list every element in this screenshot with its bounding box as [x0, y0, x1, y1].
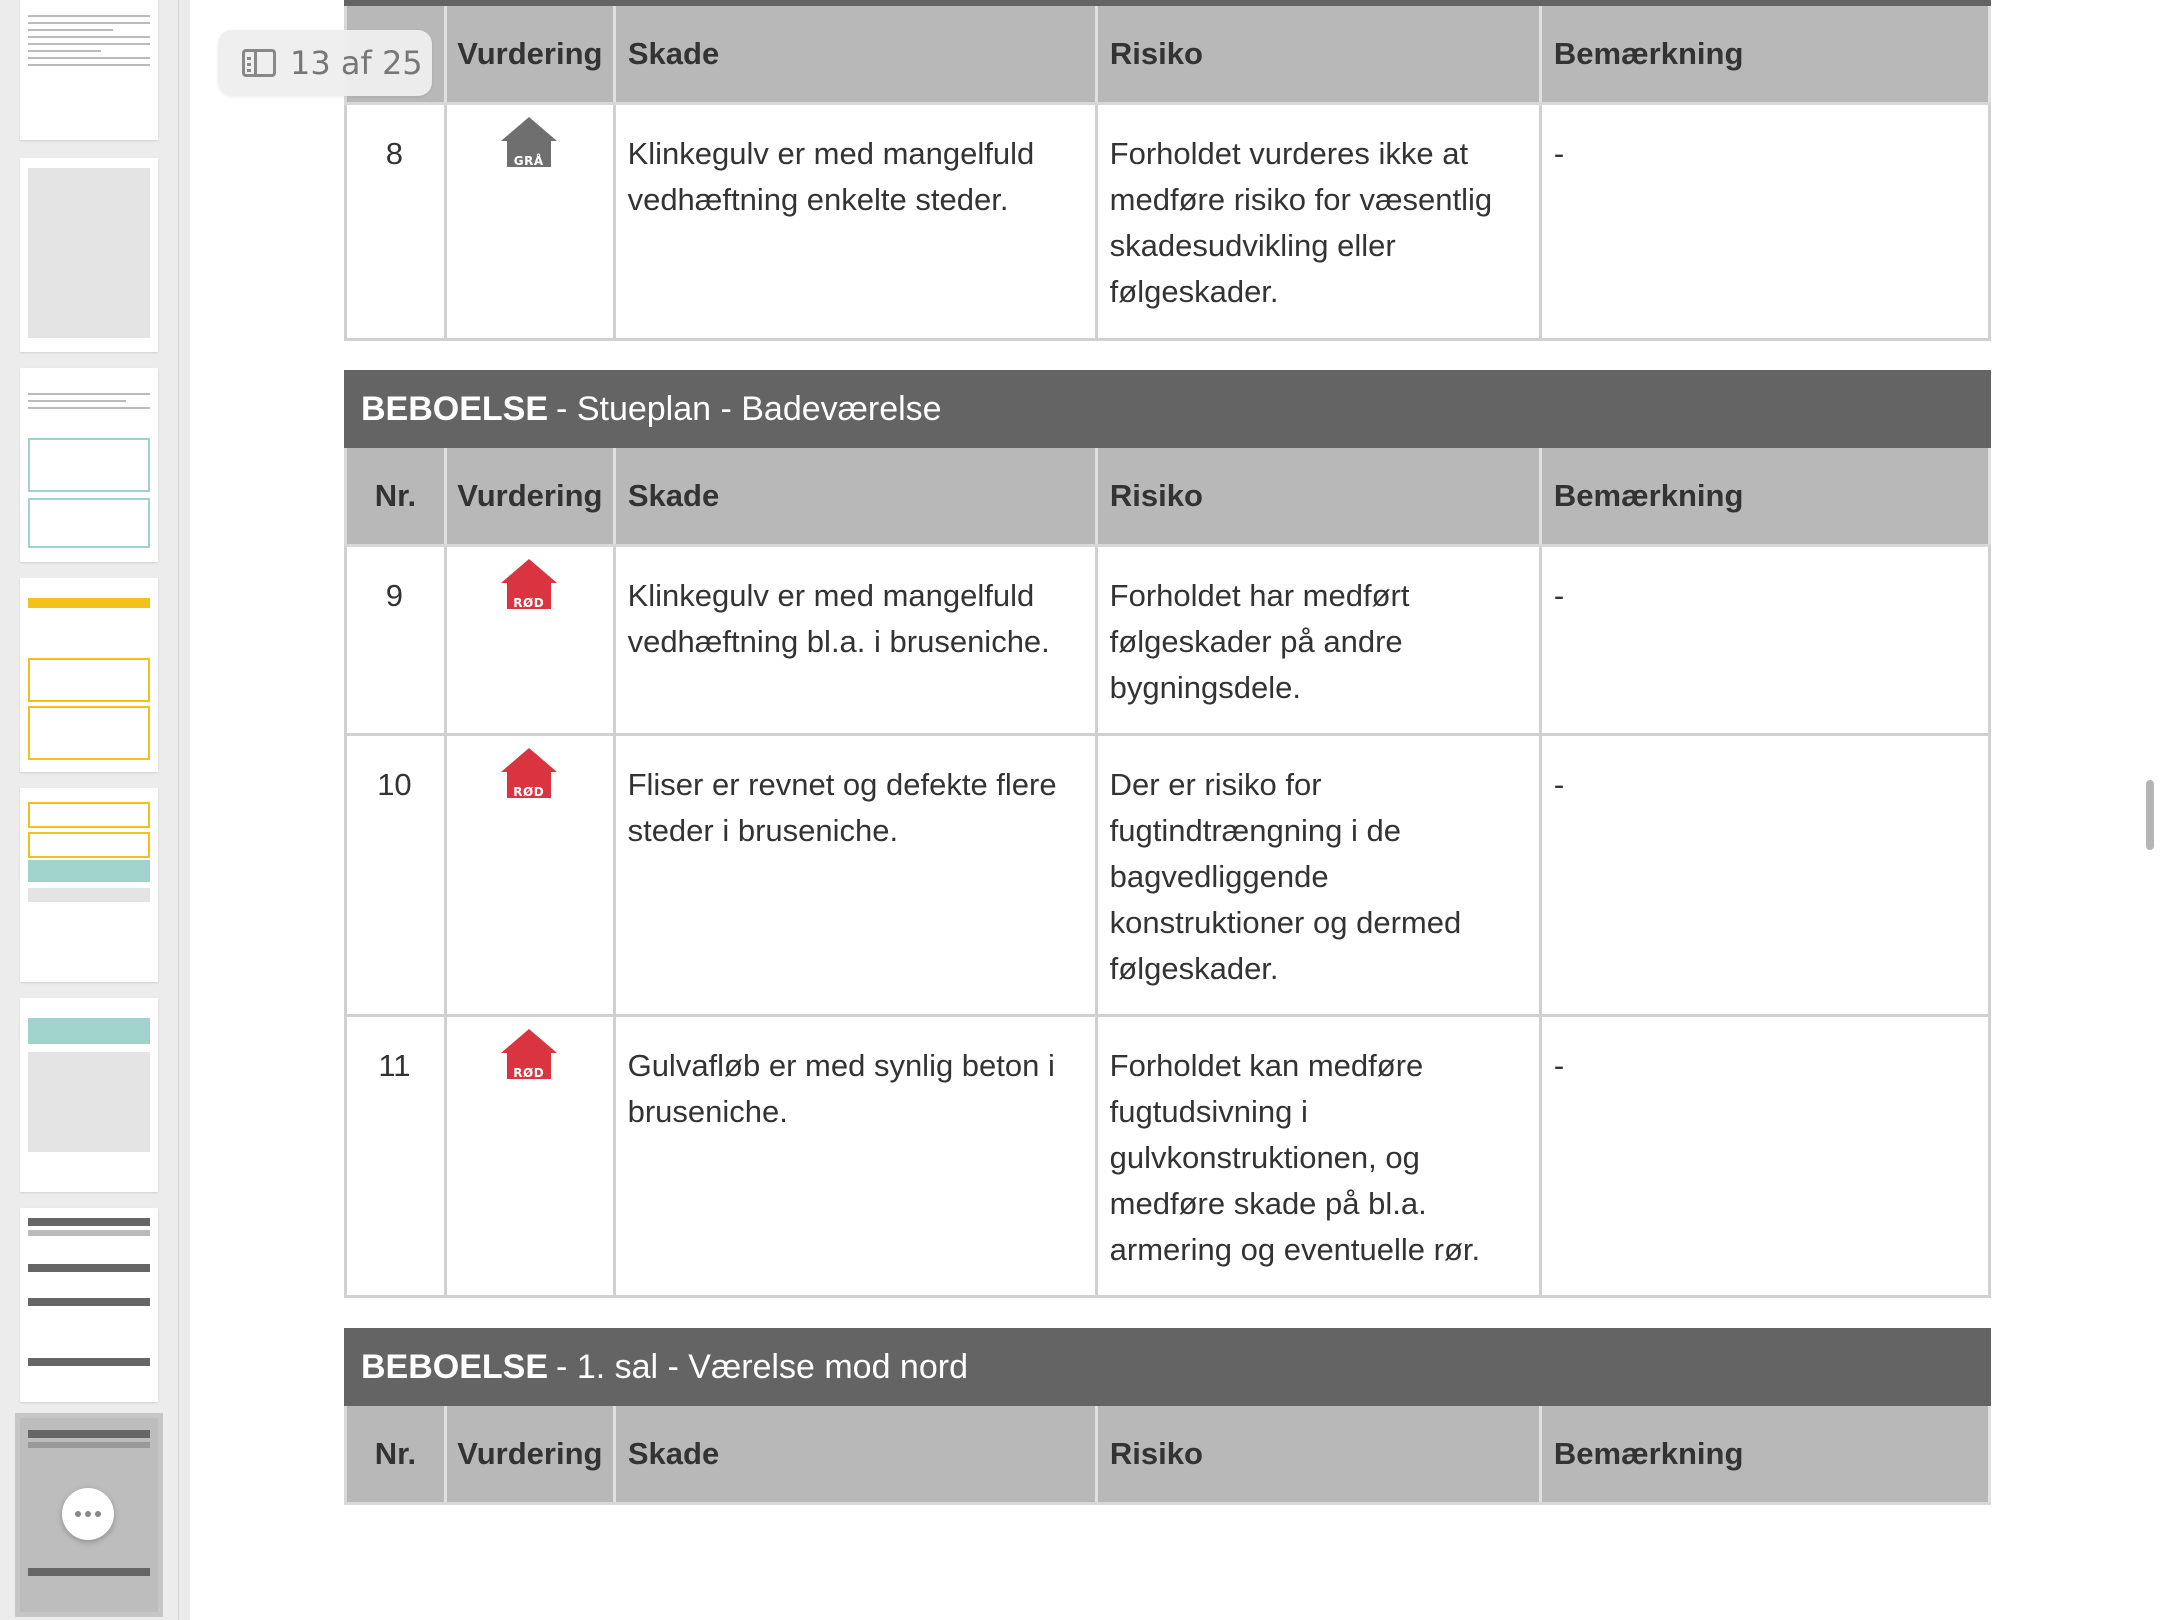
table-header-row: [344, 1406, 1991, 1505]
damage-table-top: [344, 0, 1991, 341]
section-location: - Stueplan - Badeværelse: [556, 389, 942, 428]
header-risiko: Risiko: [1098, 1406, 1542, 1502]
header-skade: Skade: [616, 1406, 1098, 1502]
red-house-icon: [501, 559, 557, 609]
vertical-scrollbar[interactable]: [2146, 780, 2154, 850]
rating-cell: [447, 1017, 616, 1295]
row-risiko: Forholdet kan medføre fugtudsivning i gulvkonstruktionen, og medføre skade på bl.a. armering og eventuelle rør.: [1098, 1017, 1542, 1295]
header-nr: Nr.: [347, 1406, 447, 1502]
header-risiko: Risiko: [1098, 6, 1542, 102]
row-nr: 8: [347, 105, 447, 338]
rating-cell: [447, 547, 616, 733]
row-bemaerkning: -: [1542, 105, 1991, 338]
page-thumbnail[interactable]: [20, 0, 158, 140]
row-nr: 10: [347, 736, 447, 1014]
thumbnail-sidebar: [0, 0, 179, 1620]
rating-cell: [447, 736, 616, 1014]
page-thumbnail[interactable]: [20, 368, 158, 562]
table-header-row: [344, 6, 1991, 105]
page-thumbnail[interactable]: [20, 1208, 158, 1402]
red-house-icon: [501, 748, 557, 798]
rating-cell: [447, 105, 616, 338]
section-title: [344, 1328, 1991, 1406]
row-skade: Klinkegulv er med mangelfuld vedhæftning enkelte steder.: [616, 105, 1098, 338]
row-skade: Klinkegulv er med mangelfuld vedhæftning bl.a. i bruseniche.: [616, 547, 1098, 733]
section-category: BEBOELSE: [361, 389, 549, 428]
table-row: [344, 1017, 1991, 1298]
row-nr: 11: [347, 1017, 447, 1295]
row-risiko: Forholdet har medført følgeskader på andre bygningsdele.: [1098, 547, 1542, 733]
header-bemaerkning: Bemærkning: [1542, 6, 1991, 102]
row-nr: 9: [347, 547, 447, 733]
table-header-row: [344, 448, 1991, 547]
row-skade: Fliser er revnet og defekte flere steder i bruseniche.: [616, 736, 1098, 1014]
header-bemaerkning: Bemærkning: [1542, 1406, 1991, 1502]
row-bemaerkning: -: [1542, 1017, 1991, 1295]
more-options-button[interactable]: [62, 1488, 114, 1540]
red-house-icon: [501, 1029, 557, 1079]
row-risiko: Der er risiko for fugtindtrængning i de bagvedliggende konstruktioner og dermed følgeskader.: [1098, 736, 1542, 1014]
header-nr: Nr.: [347, 448, 447, 544]
header-vurdering: Vurdering: [447, 448, 616, 544]
header-risiko: Risiko: [1098, 448, 1542, 544]
damage-table-vaerelse: [344, 1328, 1991, 1505]
sidebar-toggle-icon: [242, 49, 276, 77]
section-location: - 1. sal - Værelse mod nord: [556, 1347, 968, 1386]
table-row: [344, 547, 1991, 736]
header-skade: Skade: [616, 6, 1098, 102]
header-vurdering: Vurdering: [447, 1406, 616, 1502]
section-title: [344, 370, 1991, 448]
gray-house-icon: [501, 117, 557, 167]
page-thumbnail[interactable]: [20, 158, 158, 352]
rating-label: RØD: [513, 1066, 545, 1080]
header-vurdering: Vurdering: [447, 6, 616, 102]
page-indicator-text: 13 af 25: [290, 44, 423, 82]
row-skade: Gulvafløb er med synlig beton i bruseniche.: [616, 1017, 1098, 1295]
table-row: [344, 736, 1991, 1017]
damage-table-badevaerelse: [344, 370, 1991, 1298]
rating-label: RØD: [513, 596, 545, 610]
row-risiko: Forholdet vurderes ikke at medføre risiko for væsentlig skadesudvikling eller følgeskader.: [1098, 105, 1542, 338]
row-bemaerkning: -: [1542, 736, 1991, 1014]
page-thumbnail[interactable]: [20, 788, 158, 982]
row-bemaerkning: -: [1542, 547, 1991, 733]
page-thumbnail[interactable]: [20, 578, 158, 772]
page-indicator[interactable]: [218, 30, 432, 96]
rating-label: GRÅ: [513, 154, 544, 168]
section-category: BEBOELSE: [361, 1347, 549, 1386]
table-row: [344, 105, 1991, 341]
page-thumbnail[interactable]: [20, 998, 158, 1192]
rating-label: RØD: [513, 785, 545, 799]
header-skade: Skade: [616, 448, 1098, 544]
header-bemaerkning: Bemærkning: [1542, 448, 1991, 544]
